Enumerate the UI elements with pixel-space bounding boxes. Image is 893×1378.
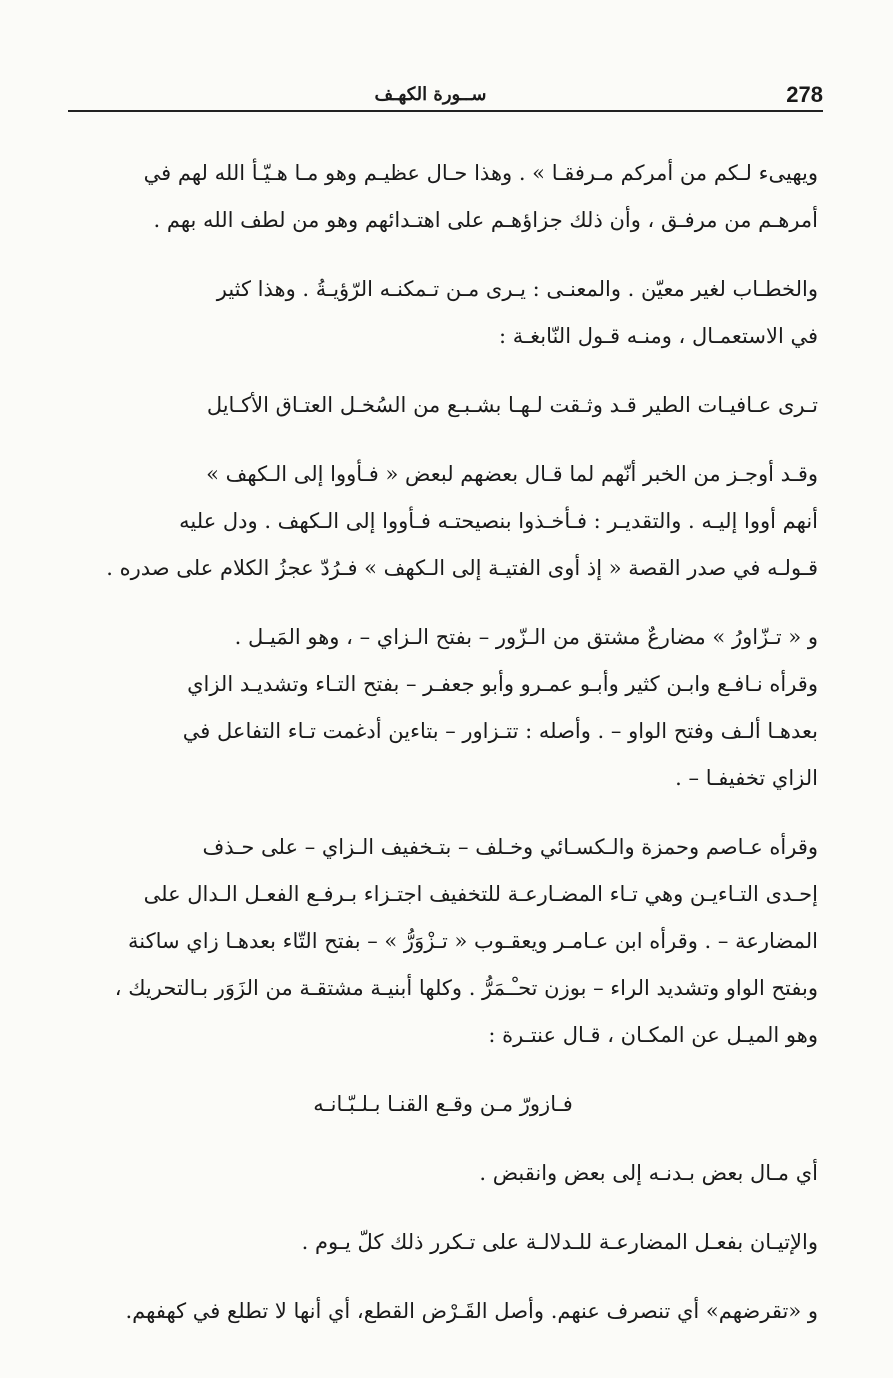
text-line: وقرأه نـافـع وابـن كثير وأبـو عمـرو وأبو جعفـر – بفتح التـاء وتشديـد الزاي — [187, 672, 818, 696]
text-line: وقـد أوجـز من الخبر أنّهم لما قـال بعضهم لبعض « فـأووا إلى الـكهف » — [206, 462, 818, 486]
text-line: المضارعة – . وقرأه ابن عـامـر ويعقـوب « تـزْوَرُّ » – بفتح التّاء بعدهـا زاي ساكنة — [128, 929, 818, 953]
paragraph-3 — [68, 451, 818, 592]
running-title: ســورة الكهـف — [374, 84, 487, 105]
paragraph-4 — [68, 614, 818, 802]
text-line: أمرهـم من مرفـق ، وأن ذلك جزاؤهـم على اهتـدائهم وهو من لطف الله بهم . — [153, 208, 818, 232]
paragraph-6 — [68, 1150, 818, 1197]
text-line: وبفتح الواو وتشديد الراء – بوزن تحـْـمَرُّ . وكلها أبنيـة مشتقـة من الزَوَر بـالتحريك ، — [114, 976, 818, 1000]
text-line: وقرأه عـاصم وحمزة والـكسـائي وخـلف – بتـخفيف الـزاي – على حـذف — [202, 835, 818, 859]
verse-line: فـازورّ مـن وقـع القنـا بـلـبّـانـه — [313, 1092, 573, 1116]
body-text — [68, 150, 818, 1357]
text-line: ويهيىء لـكم من أمركم مـرفقـا » . وهذا حـال عظيـم وهو مـا هـيّـأ الله لهم في — [143, 161, 818, 185]
text-line: والخطـاب لغير معيّن . والمعنـى : يـرى مـن تـمكنـه الرّؤيـةُ . وهذا كثير — [216, 277, 818, 301]
text-line: والإتيـان بفعـل المضارعـة للـدلالـة على تـكرر ذلك كلّ يـوم . — [301, 1230, 818, 1254]
text-line: أنهم أووا إليـه . والتقديـر : فـأخـذوا بنصيحتـه فـأووا إلى الـكهف . ودل عليه — [179, 509, 818, 533]
text-line: قـولـه في صدر القصة « إذ أوى الفتيـة إلى الـكهف » فـرُدّ عجزُ الكلام على صدره . — [106, 556, 818, 580]
text-line: إحـدى التـاءيـن وهي تـاء المضـارعـة للتخفيف اجتـزاء بـرفـع الفعـل الـدال على — [143, 882, 818, 906]
poetry-verse — [68, 382, 818, 429]
poetry-hemistich — [68, 1081, 818, 1128]
page-header — [68, 80, 823, 110]
paragraph-5 — [68, 824, 818, 1059]
paragraph-8 — [68, 1288, 818, 1335]
text-line: أي مـال بعض بـدنـه إلى بعض وانقبض . — [479, 1161, 818, 1185]
text-line: و « تـزّاورُ » مضارعٌ مشتق من الـزّور – بفتح الـزاي – ، وهو المَيـل . — [234, 625, 818, 649]
paragraph-7 — [68, 1219, 818, 1266]
text-line: وهو الميـل عن المكـان ، قـال عنتـرة : — [488, 1023, 818, 1047]
text-line: في الاستعمـال ، ومنـه قـول النّابغـة : — [498, 324, 818, 348]
text-line: بعدهـا ألـف وفتح الواو – . وأصله : تتـزاور – بتاءين أدغمت تـاء التفاعل في — [182, 719, 818, 743]
text-line: و «تقرضهم» أي تنصرف عنهم. وأصل القَـرْض القطع، أي أنها لا تطلع في كهفهم. — [125, 1299, 818, 1323]
header-divider — [68, 110, 823, 112]
paragraph-2 — [68, 266, 818, 360]
text-line: الزاي تخفيفـا – . — [675, 766, 818, 790]
paragraph-1 — [68, 150, 818, 244]
verse-line: تـرى عـافيـات الطير قـد وثـقت لـهـا بشـبـع من السُخـل العتـاق الأكـايل — [206, 393, 818, 417]
page-number: 278 — [786, 82, 823, 107]
